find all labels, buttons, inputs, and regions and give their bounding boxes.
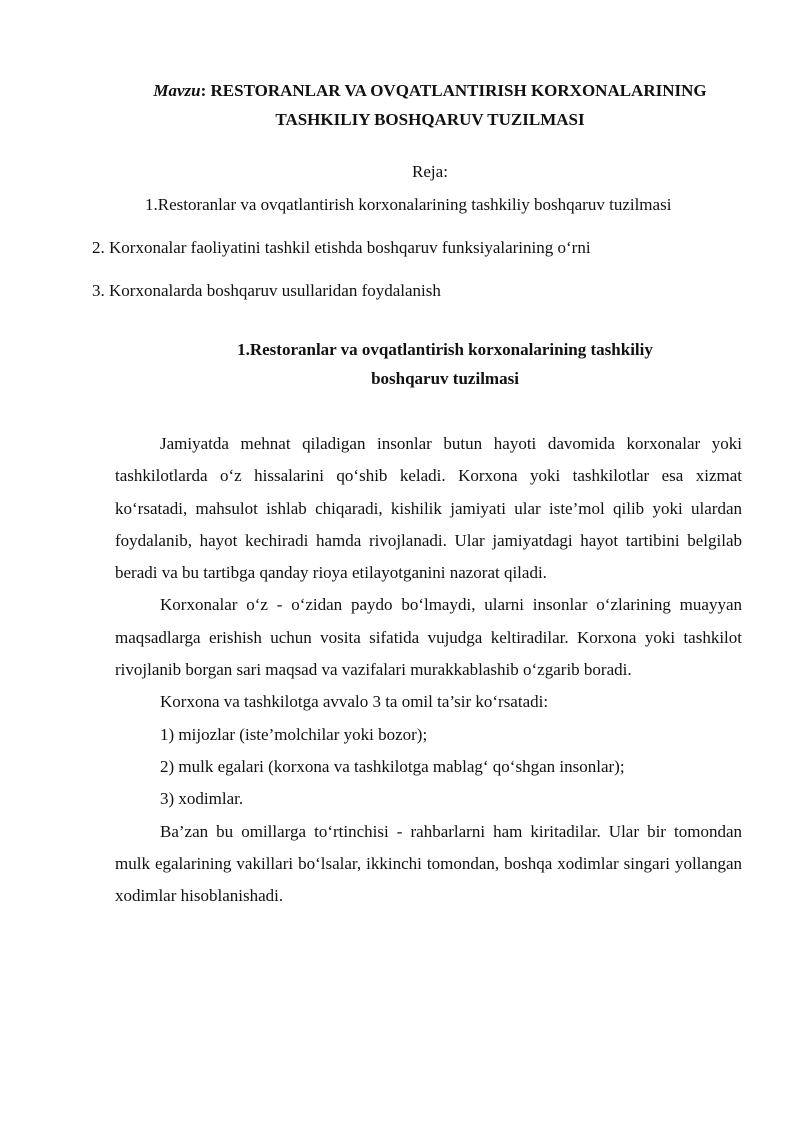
document-title	[100, 76, 760, 134]
plan-label: Reja:	[412, 162, 448, 181]
factor-item: 3) xodimlar.	[160, 789, 244, 809]
factor-item: 1) mijozlar (iste’molchilar yoki bozor);	[160, 724, 428, 744]
paragraph: Korxonalar o‘z - o‘zidan paydo bo‘lmaydi, ularni insonlar o‘zlarining muayyan maqsadlarga erishish uchun vosita sifatida vujudga keltiradilar. Korxona yoki tashkilot rivojlanib borgan sari maqsad va vazifalari murakkablashib o‘zgarib boradi.	[115, 595, 742, 680]
closing-paragraph: Ba’zan bu omillarga to‘rtinchisi - rahbarlarni ham kiritadilar. Ular bir tomondan mulk egalarining vakillari bo‘lsalar, ikkinchi tomondan, boshqa xodimlar singari yollangan xodimlar hisoblanishadi.	[115, 821, 742, 906]
factor-item: 2) mulk egalari (korxona va tashkilotga mablag‘ qo‘shgan insonlar);	[160, 756, 625, 776]
section-heading-line-2: boshqaruv tuzilmasi	[371, 369, 519, 388]
title-line-1: RESTORANLAR VA OVQATLANTIRISH KORXONALARINING	[210, 81, 707, 100]
factors-intro: Korxona va tashkilotga avvalo 3 ta omil ta’sir ko‘rsatadi:	[160, 692, 549, 712]
body-text	[115, 428, 742, 912]
paragraph: Jamiyatda mehnat qiladigan insonlar butun hayoti davomida korxonalar yoki tashkilotlarda o‘z hissalarini qo‘shib keladi. Korxona yoki tashkilotlar esa xizmat ko‘rsatadi, mahsulot ishlab chiqaradi, kishilik jamiyati ular iste’mol qilib yoki ulardan foydalanib, hayot kechiradi hamda rivojlanadi. Ular jamiyatdagi hayot tartibini belgilab beradi va bu tartibga qanday rioya etilayotganini nazorat qiladi.	[115, 434, 742, 583]
title-colon: :	[200, 81, 211, 100]
section-heading-line-1: 1.Restoranlar va ovqatlantirish korxonalarining tashkiliy	[237, 340, 653, 359]
title-line-2: TASHKILIY BOSHQARUV TUZILMASI	[275, 110, 585, 129]
section-heading	[190, 335, 700, 393]
plan-item: 3. Korxonalarda boshqaruv usullaridan foydalanish	[92, 281, 441, 300]
plan-item: 1.Restoranlar va ovqatlantirish korxonalarining tashkiliy boshqaruv tuzilmasi	[145, 195, 672, 214]
title-prefix: Mavzu	[153, 81, 201, 100]
plan-item: 2. Korxonalar faoliyatini tashkil etishda boshqaruv funksiyalarining o‘rni	[92, 238, 591, 257]
